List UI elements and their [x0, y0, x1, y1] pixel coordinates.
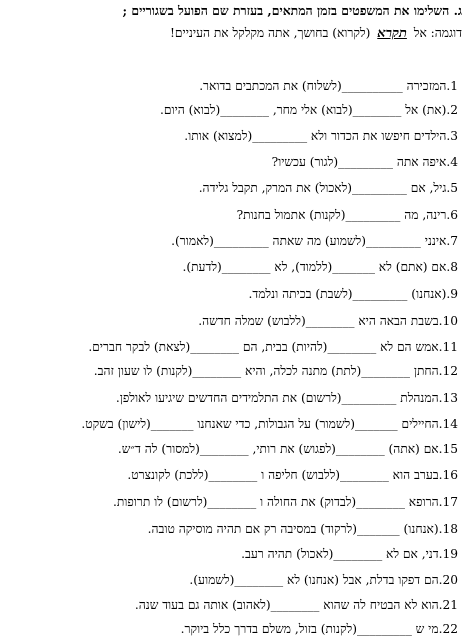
item-text: אם (אתה) ________(לפגוש) את רותי, ________(למסור) לה ד״ש. [117, 442, 439, 456]
item-text: המנהלת _________(לרשום) את התלמידים החדשים שיגיעו לאולפן. [115, 391, 439, 405]
exercise-item [6, 364, 458, 378]
item-text: הרופא ________(לבדוק) את החולה ו ________(לרשום) לו תרופות. [112, 495, 439, 509]
exercise-item [6, 234, 458, 248]
exercise-item [6, 340, 458, 354]
item-text: דני, אם לא ________(לאכול) תהיה רעב. [241, 547, 439, 561]
exercise-item [6, 573, 458, 587]
item-number: 15. [438, 442, 458, 456]
item-number: 7. [446, 234, 458, 248]
exercise-item [6, 103, 458, 117]
exercise-item [6, 181, 458, 195]
item-text: בערב הוא ________(ללבוש) חליפה ו ________(ללכת) לקונצרט. [127, 468, 439, 482]
item-text: רינה, מה _________(לקנות) אתמול בחנות? [236, 208, 447, 222]
item-text: אם (אתם) לא _______(ללמוד), לא ________(לדעת). [182, 260, 447, 274]
item-number: 6. [446, 208, 458, 222]
item-text: מי ש _________(לקנות) בזול, משלם בדרך כלל ביוקר. [180, 622, 439, 636]
exercise-item [6, 522, 458, 536]
exercise-item [6, 260, 458, 274]
item-number: 18. [438, 522, 458, 536]
exercise-item [6, 622, 458, 636]
item-text: אמש הם לא ________(להיות) בבית, הם ________(לצאת) לבקר חברים. [88, 340, 439, 354]
item-number: 4. [446, 155, 458, 169]
exercise-item [6, 598, 458, 612]
item-number: 16. [438, 468, 458, 482]
exercise-item [6, 468, 458, 482]
item-number: 21. [438, 598, 458, 612]
item-number: 5. [446, 181, 458, 195]
item-text: הילדים חיפשו את הכדור ולא _________(למצוא) אותו. [184, 129, 447, 143]
item-number: 10. [438, 314, 458, 328]
exercise-item [6, 208, 458, 222]
item-number: 20. [438, 573, 458, 587]
item-number: 17. [438, 495, 458, 509]
item-number: 2. [446, 103, 458, 117]
item-number: 22. [438, 622, 458, 636]
example-lead: דוגמה: אל [413, 26, 462, 40]
item-number: 19. [438, 547, 458, 561]
item-text: הוא לא הבטיח לה שהוא ________(לאהוב) אותה גם בעוד שנה. [134, 598, 439, 612]
item-text: החתן ________(לתת) מתנה לכלה, והיא ________(לקנות) לו שעון זהב. [93, 364, 439, 378]
exercise-item [6, 155, 458, 169]
item-number: 12. [438, 364, 458, 378]
exercise-item [6, 79, 458, 93]
item-number: 1. [446, 79, 458, 93]
item-text: אינני _________(לשמוע) מה שאתה _________(לאמור). [171, 234, 447, 248]
exercise-title: ג. השלימו את המשפטים בזמן המתאים, בעזרת שם הפועל בשגוריים ; [122, 4, 462, 18]
item-number: 14. [438, 417, 458, 431]
item-number: 13. [438, 391, 458, 405]
item-text: בשבת הבאה היא ________(ללבוש) שמלה חדשה. [198, 314, 439, 328]
exercise-item [6, 495, 458, 509]
item-number: 9. [446, 287, 458, 301]
item-number: 11. [438, 340, 458, 354]
item-text: גיל, אם _________(לאכול) את המרק, תקבל גלידה. [198, 181, 447, 195]
example-rest: (לקרוא) בחושך, אתה מקלקל את העיניים! [170, 26, 371, 40]
item-text: (אנחנו) _________(לשבת) בכיתה ונלמד. [248, 287, 447, 301]
item-number: 3. [446, 129, 458, 143]
exercise-item [6, 287, 458, 301]
exercise-item [6, 314, 458, 328]
exercise-item [6, 391, 458, 405]
exercise-item [6, 442, 458, 456]
item-text: הם דפקו בדלת, אבל (אנחנו) לא ________(לשמוע). [189, 573, 439, 587]
exercise-item [6, 417, 458, 431]
example-answer: תקרא [377, 26, 407, 41]
item-text: איפה אתה _________(לגור) עכשיו? [271, 155, 447, 169]
item-text: החיילים _______(לשמור) על הגבולות, כדי שאנחנו _______(לישון) בשקט. [81, 417, 439, 431]
item-text: המזכירה __________(לשלוח) את המכתבים בדואר. [199, 79, 447, 93]
exercise-item [6, 129, 458, 143]
exercise-item [6, 547, 458, 561]
item-number: 8. [446, 260, 458, 274]
item-text: (את) אל ________(לבוא) אלי מחר, ________(לבוא) היום. [160, 103, 447, 117]
example-sentence [6, 26, 462, 41]
item-text: (אנחנו) _______(לרקוד) במסיבה רק אם תהיה מוסיקה טובה. [147, 522, 439, 536]
